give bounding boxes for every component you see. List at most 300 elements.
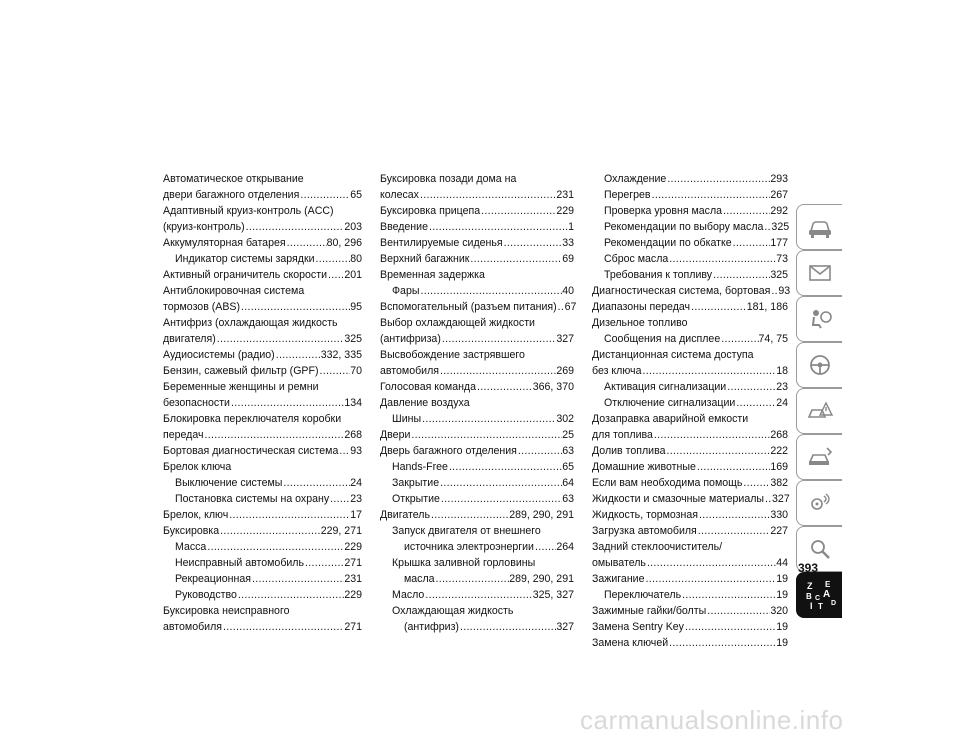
index-entry	[592, 331, 788, 347]
entry-term: Замена ключей	[592, 637, 669, 649]
dot-leader	[424, 587, 532, 603]
dot-leader	[651, 187, 771, 203]
entry-term: Охлаждающая жидкость	[392, 605, 514, 617]
entry-term: автомобиля	[163, 621, 222, 633]
index-entry	[380, 475, 574, 491]
dot-leader	[763, 219, 771, 235]
hazard-car-icon	[805, 398, 835, 424]
dot-leader	[230, 395, 344, 411]
entry-page-ref[interactable]: 44	[776, 557, 788, 569]
entry-page-ref[interactable]: 320	[770, 605, 788, 617]
entry-page-ref[interactable]: 169	[770, 461, 788, 473]
entry-term: (антифриз)	[404, 621, 459, 633]
entry-page-ref[interactable]: 64	[562, 477, 574, 489]
entry-term: Буксировка прицепа	[380, 205, 481, 217]
entry-term: Активация сигнализации	[604, 381, 727, 393]
index-entry	[380, 283, 574, 299]
dot-leader	[237, 587, 344, 603]
entry-page-ref[interactable]: 19	[776, 621, 788, 633]
index-entry	[380, 379, 574, 395]
entry-term: без ключа	[592, 365, 642, 377]
entry-term: Введение	[380, 221, 428, 233]
entry-term: Открытие	[392, 493, 440, 505]
entry-page-ref[interactable]: 264	[556, 541, 574, 553]
entry-page-ref[interactable]: 93	[350, 445, 362, 457]
entry-page-ref[interactable]: 229, 271	[320, 525, 362, 537]
index-entry	[163, 187, 362, 203]
dot-leader	[712, 267, 770, 283]
dot-leader	[245, 219, 345, 235]
entry-page-ref[interactable]: 65	[562, 461, 574, 473]
entry-term: Проверка уровня масла	[604, 205, 723, 217]
entry-term: Дозаправка аварийной емкости	[592, 413, 749, 425]
multimedia-icon	[805, 490, 835, 516]
dot-leader	[706, 603, 770, 619]
entry-term: Буксировка	[163, 525, 220, 537]
dot-leader	[665, 443, 770, 459]
entry-page-ref[interactable]: 229	[344, 589, 362, 601]
magnifier-icon	[805, 536, 835, 562]
index-letter: D	[830, 600, 836, 607]
index-letter: Z	[806, 581, 812, 591]
dot-leader	[286, 235, 327, 251]
index-entry	[163, 539, 362, 555]
dot-leader	[735, 395, 776, 411]
entry-page-ref[interactable]: 327	[556, 621, 574, 633]
index-entry	[592, 411, 788, 427]
entry-page-ref[interactable]: 222	[770, 445, 788, 457]
index-letter: I	[809, 601, 813, 611]
index-entry	[163, 363, 362, 379]
dot-leader	[441, 331, 556, 347]
entry-term: Закрытие	[392, 477, 440, 489]
entry-term: Отключение сигнализации	[604, 397, 736, 409]
index-entry	[380, 331, 574, 347]
entry-page-ref[interactable]: 382	[770, 477, 788, 489]
index-entry	[163, 619, 362, 635]
entry-term: Hands-Free	[392, 461, 448, 473]
entry-page-ref[interactable]: 325	[771, 221, 790, 233]
entry-term: Беременные женщины и ремни	[163, 381, 319, 393]
index-entry	[163, 523, 362, 539]
index-entry	[163, 475, 362, 491]
index-entry	[380, 427, 574, 443]
entry-page-ref[interactable]: 325	[344, 333, 362, 345]
entry-page-ref[interactable]: 325, 327	[532, 589, 574, 601]
entry-page-ref[interactable]: 289, 290, 291	[509, 573, 574, 585]
dot-leader	[476, 379, 533, 395]
entry-page-ref[interactable]: 40	[562, 285, 574, 297]
index-entry	[163, 555, 362, 571]
entry-term: Зажигание	[592, 573, 645, 585]
thumb-tab-multimedia[interactable]	[796, 480, 842, 526]
thumb-tab-index[interactable]	[796, 572, 842, 618]
entry-term: Брелок ключа	[163, 461, 232, 473]
dot-leader	[480, 203, 556, 219]
entry-page-ref[interactable]: 24	[350, 477, 362, 489]
entry-page-ref[interactable]: 69	[562, 253, 574, 265]
entry-page-ref[interactable]: 325	[770, 269, 788, 281]
entry-term: Вентилируемые сиденья	[380, 237, 503, 249]
index-entry	[380, 603, 574, 619]
index-entry	[163, 267, 362, 283]
dot-leader	[722, 203, 770, 219]
index-entry	[592, 187, 788, 203]
index-entry	[592, 619, 788, 635]
entry-page-ref[interactable]: 74, 75	[758, 333, 788, 345]
entry-page-ref[interactable]: 19	[776, 637, 788, 649]
entry-page-ref[interactable]: 203	[344, 221, 362, 233]
entry-page-ref[interactable]: 24	[776, 397, 788, 409]
dot-leader	[219, 523, 321, 539]
entry-term: Голосовая команда	[380, 381, 477, 393]
dot-leader	[697, 523, 771, 539]
entry-page-ref[interactable]: 19	[776, 589, 788, 601]
dot-leader	[304, 555, 344, 571]
index-column-3	[592, 171, 791, 651]
entry-page-ref[interactable]: 330	[770, 509, 788, 521]
entry-term: тормозов (ABS)	[163, 301, 241, 313]
dot-leader	[421, 411, 556, 427]
entry-term: источника электроэнергии	[404, 541, 534, 553]
entry-term: Двери	[380, 429, 411, 441]
index-entry	[380, 411, 574, 427]
dot-leader	[327, 267, 344, 283]
entry-term: Крышка заливной горловины	[392, 557, 536, 569]
index-entry	[163, 203, 362, 219]
dot-leader	[216, 331, 345, 347]
entry-page-ref[interactable]: 63	[562, 493, 574, 505]
index-entry	[592, 315, 788, 331]
index-column-2	[380, 171, 577, 635]
entry-term: Переключатель	[604, 589, 682, 601]
dot-leader	[644, 571, 776, 587]
dot-leader	[410, 427, 562, 443]
entry-page-ref[interactable]: 229	[556, 205, 574, 217]
dot-leader	[228, 507, 350, 523]
index-column-1	[163, 171, 362, 635]
dot-leader	[419, 187, 556, 203]
dot-leader	[315, 251, 351, 267]
thumb-tab-car-front[interactable]	[796, 204, 842, 250]
dot-leader	[653, 427, 770, 443]
entry-page-ref[interactable]: 23	[350, 493, 362, 505]
entry-page-ref[interactable]: 289, 290, 291	[509, 509, 574, 521]
entry-term: Высвобождение застрявшего	[380, 349, 525, 361]
entry-page-ref[interactable]: 23	[776, 381, 788, 393]
entry-page-ref[interactable]: 80, 296	[326, 237, 362, 249]
index-entry	[380, 491, 574, 507]
dot-leader	[732, 235, 771, 251]
index-entry	[592, 459, 788, 475]
thumb-tab-steering[interactable]	[796, 342, 842, 388]
dot-leader	[668, 251, 776, 267]
index-entry	[592, 379, 788, 395]
entry-page-ref[interactable]: 33	[562, 237, 574, 249]
entry-page-ref[interactable]: 231	[556, 189, 574, 201]
index-entry	[592, 219, 788, 235]
index-entry	[592, 443, 788, 459]
thumb-tab-hazard[interactable]	[796, 388, 842, 434]
dot-leader	[646, 555, 776, 571]
index-entry	[163, 347, 362, 363]
index-entry	[592, 427, 788, 443]
dot-leader	[698, 507, 770, 523]
entry-term: Перегрев	[604, 189, 651, 201]
index-entry	[592, 171, 788, 187]
entry-term: Аудиосистемы (радио)	[163, 349, 275, 361]
index-entry	[592, 635, 788, 651]
index-entry	[163, 219, 362, 235]
entry-page-ref[interactable]: 231	[344, 573, 362, 585]
thumb-tab-service[interactable]	[796, 434, 842, 480]
entry-page-ref[interactable]: 268	[770, 429, 788, 441]
dot-leader	[459, 619, 556, 635]
index-entry	[380, 459, 574, 475]
entry-page-ref[interactable]: 271	[344, 621, 362, 633]
entry-term: Брелок, ключ	[163, 509, 229, 521]
dot-leader	[240, 299, 350, 315]
index-entry	[163, 379, 362, 395]
entry-term: Руководство	[175, 589, 237, 601]
index-entry	[592, 235, 788, 251]
dot-leader	[684, 619, 776, 635]
dot-leader	[439, 475, 562, 491]
entry-term: Временная задержка	[380, 269, 485, 281]
entry-page-ref[interactable]: 93	[778, 285, 791, 297]
dot-leader	[204, 427, 345, 443]
entry-term: Адаптивный круиз-контроль (ACC)	[163, 205, 334, 217]
index-entry	[592, 363, 788, 379]
index-entry	[592, 603, 788, 619]
entry-term: Верхний багажник	[380, 253, 470, 265]
entry-term: безопасности	[163, 397, 230, 409]
index-entry	[592, 523, 788, 539]
dot-leader	[726, 379, 776, 395]
entry-term: (антифриза)	[380, 333, 441, 345]
index-entry	[380, 187, 574, 203]
entry-page-ref[interactable]: 293	[770, 173, 788, 185]
entry-term: Рекреационная	[175, 573, 252, 585]
entry-term: Задний стеклоочиститель/	[592, 541, 723, 553]
index-entry	[592, 539, 788, 555]
entry-page-ref[interactable]: 366, 370	[532, 381, 574, 393]
entry-page-ref[interactable]: 267	[770, 189, 788, 201]
index-letter: C	[814, 595, 820, 602]
entry-term: Загрузка автомобиля	[592, 525, 697, 537]
dot-leader	[419, 283, 562, 299]
entry-page-ref[interactable]: 292	[770, 205, 788, 217]
entry-page-ref[interactable]: 327	[772, 493, 790, 505]
entry-term: двигателя)	[163, 333, 216, 345]
entry-page-ref[interactable]: 65	[350, 189, 362, 201]
entry-term: Диапазоны передач	[592, 301, 691, 313]
entry-page-ref[interactable]: 80	[350, 253, 362, 265]
entry-term: Двигатель	[380, 509, 430, 521]
entry-term: для топлива	[592, 429, 653, 441]
entry-page-ref[interactable]: 327	[556, 333, 574, 345]
entry-term: Зажимные гайки/болты	[592, 605, 707, 617]
index-entry	[163, 315, 362, 331]
dot-leader	[720, 331, 758, 347]
index-entry	[592, 283, 791, 299]
entry-term: Автоматическое открывание	[163, 173, 304, 185]
dot-leader	[690, 299, 747, 315]
index-entry	[592, 251, 788, 267]
entry-term: Рекомендации по выбору масла	[604, 221, 764, 233]
index-entry	[380, 523, 574, 539]
entry-page-ref[interactable]: 63	[562, 445, 574, 457]
entry-page-ref[interactable]: 271	[344, 557, 362, 569]
entry-term: Индикатор системы зарядки	[175, 253, 315, 265]
index-letter: E	[824, 580, 830, 589]
entry-term: передач	[163, 429, 204, 441]
entry-term: Требования к топливу	[604, 269, 713, 281]
entry-term: автомобиля	[380, 365, 439, 377]
dot-leader	[503, 235, 563, 251]
dot-leader	[641, 363, 776, 379]
dot-leader	[222, 619, 344, 635]
index-entry	[163, 459, 362, 475]
entry-term: Дизельное топливо	[592, 317, 688, 329]
index-entry	[380, 171, 574, 187]
dot-leader	[517, 443, 562, 459]
entry-term: омыватель	[592, 557, 646, 569]
entry-term: Жидкости и смазочные материалы	[592, 493, 765, 505]
entry-term: Дистанционная система доступа	[592, 349, 754, 361]
entry-term: Сообщения на дисплее	[604, 333, 721, 345]
dot-leader	[319, 363, 351, 379]
entry-term: Дверь багажного отделения	[380, 445, 517, 457]
dot-leader	[770, 283, 778, 299]
dot-leader	[742, 475, 770, 491]
dot-leader	[275, 347, 321, 363]
entry-page-ref[interactable]: 268	[344, 429, 362, 441]
index-entry	[380, 571, 574, 587]
entry-term: Домашние животные	[592, 461, 696, 473]
entry-page-ref[interactable]: 19	[776, 573, 788, 585]
entry-term: Бортовая диагностическая система	[163, 445, 339, 457]
index-entry	[380, 235, 574, 251]
entry-page-ref[interactable]: 70	[350, 365, 362, 377]
entry-term: Долив топлива	[592, 445, 666, 457]
index-entry	[163, 443, 362, 459]
dot-leader	[430, 507, 509, 523]
index-entry	[380, 619, 574, 635]
entry-page-ref[interactable]: 269	[556, 365, 574, 377]
steering-wheel-icon	[805, 352, 835, 378]
thumb-tab-airbag[interactable]	[796, 296, 842, 342]
index-entry	[163, 587, 362, 603]
entry-term: Вспомогательный (разъем питания)	[380, 301, 557, 313]
dot-leader	[534, 539, 556, 555]
index-entry	[380, 299, 577, 315]
entry-page-ref[interactable]: 95	[350, 301, 362, 313]
index-entry	[380, 203, 574, 219]
index-entry	[380, 507, 574, 523]
car-front-icon	[805, 214, 835, 240]
index-entry	[163, 331, 362, 347]
index-entry	[592, 571, 788, 587]
entry-page-ref[interactable]: 25	[562, 429, 574, 441]
thumb-tab-envelope[interactable]	[796, 250, 842, 296]
entry-term: Запуск двигателя от внешнего	[392, 525, 541, 537]
index-entry	[380, 587, 574, 603]
entry-term: масла	[404, 573, 435, 585]
index-entry	[380, 251, 574, 267]
entry-page-ref[interactable]: 177	[770, 237, 788, 249]
index-entry	[163, 411, 362, 427]
index-entry	[592, 347, 788, 363]
index-entry	[163, 491, 362, 507]
entry-page-ref[interactable]: 302	[556, 413, 574, 425]
index-entry	[163, 235, 362, 251]
entry-term: Давление воздуха	[380, 397, 470, 409]
page-number: 393	[798, 561, 819, 575]
entry-term: Масса	[175, 541, 207, 553]
entry-term: Активный ограничитель скорости	[163, 269, 327, 281]
entry-page-ref[interactable]: 332, 335	[320, 349, 362, 361]
entry-term: Масло	[392, 589, 425, 601]
entry-term: Аккумуляторная батарея	[163, 237, 286, 249]
entry-page-ref[interactable]: 67	[564, 301, 577, 313]
entry-term: Рекомендации по обкатке	[604, 237, 732, 249]
entry-page-ref[interactable]: 201	[344, 269, 362, 281]
index-entry	[163, 171, 362, 187]
dot-leader	[435, 571, 510, 587]
index-entry	[163, 395, 362, 411]
index-entry	[592, 555, 788, 571]
entry-term: Бензин, сажевый фильтр (GPF)	[163, 365, 319, 377]
entry-page-ref[interactable]: 181, 186	[746, 301, 788, 313]
entry-term: Выбор охлаждающей жидкости	[380, 317, 535, 329]
index-entry	[380, 267, 574, 283]
index-entry	[592, 267, 788, 283]
entry-page-ref[interactable]: 229	[344, 541, 362, 553]
dot-leader	[439, 363, 556, 379]
dot-leader	[666, 171, 770, 187]
entry-term: Если вам необходима помощь	[592, 477, 743, 489]
index-entry	[163, 427, 362, 443]
entry-page-ref[interactable]: 73	[776, 253, 788, 265]
entry-page-ref[interactable]: 1	[568, 221, 574, 233]
index-entry	[592, 507, 788, 523]
entry-term: Блокировка переключателя коробки	[163, 413, 342, 425]
dot-leader	[557, 299, 565, 315]
index-entry	[163, 603, 362, 619]
index-letter: B	[805, 592, 812, 601]
dot-leader	[448, 459, 562, 475]
entry-page-ref[interactable]: 227	[770, 525, 788, 537]
dot-leader	[668, 635, 776, 651]
service-car-icon	[805, 444, 835, 470]
dot-leader	[681, 587, 776, 603]
index-entry	[592, 299, 788, 315]
index-entry	[592, 491, 788, 507]
entry-term: Выключение системы	[175, 477, 283, 489]
entry-page-ref[interactable]: 18	[776, 365, 788, 377]
index-entry	[380, 395, 574, 411]
entry-term: Неисправный автомобиль	[175, 557, 305, 569]
entry-page-ref[interactable]: 134	[344, 397, 362, 409]
entry-term: Постановка системы на охрану	[175, 493, 330, 505]
entry-term: Антиблокировочная система	[163, 285, 305, 297]
entry-term: Сброс масла	[604, 253, 669, 265]
entry-term: Антифриз (охлаждающая жидкость	[163, 317, 338, 329]
entry-page-ref[interactable]: 17	[350, 509, 362, 521]
envelope-icon	[805, 260, 835, 286]
index-entry	[163, 251, 362, 267]
